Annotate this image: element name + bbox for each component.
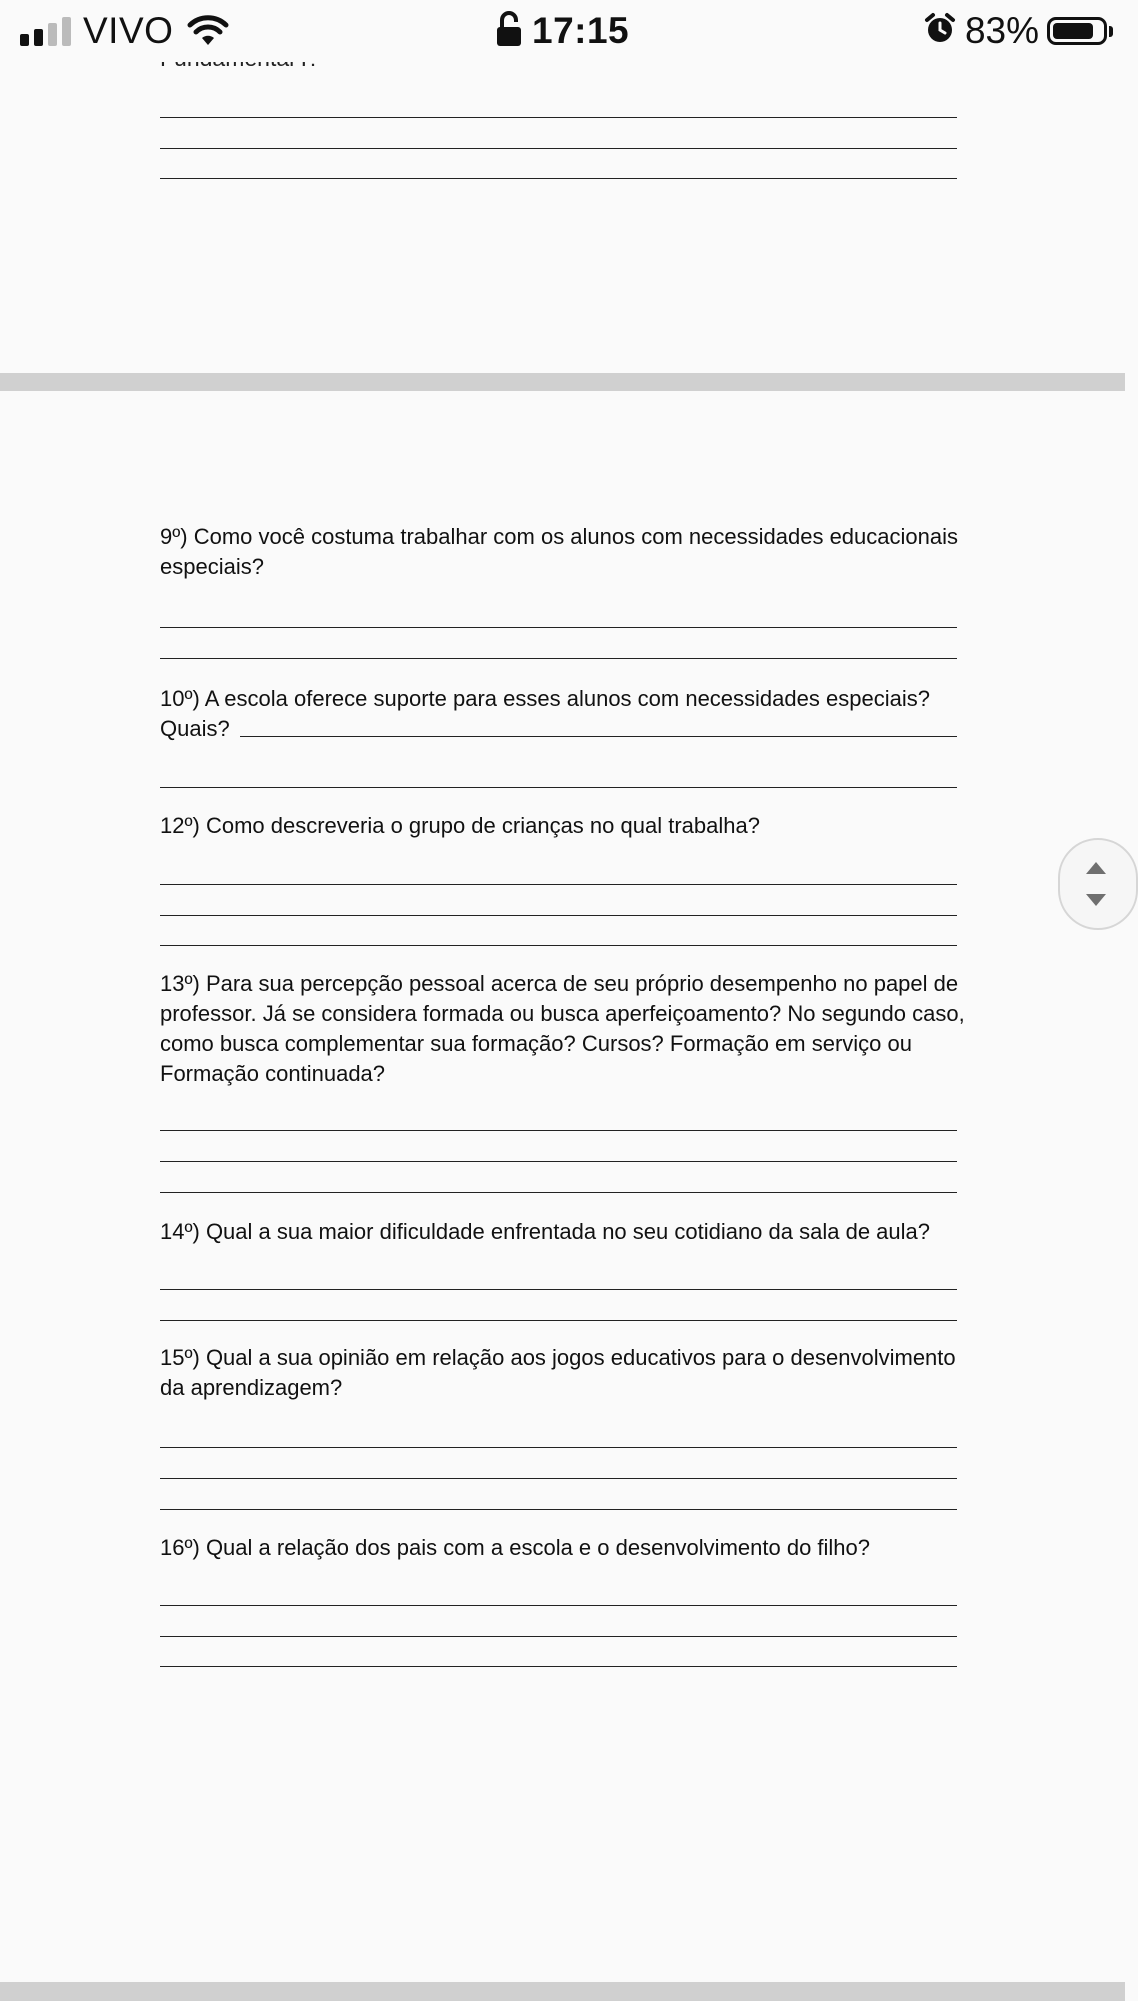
answer-line [160,1509,957,1510]
answer-line [160,1447,957,1448]
battery-percent: 83% [964,10,1039,51]
answer-line [160,787,957,788]
clock: 17:15 [532,10,630,51]
carrier-name: VIVO [83,10,174,51]
answer-line [160,945,957,946]
answer-line [160,884,957,885]
question-12: 12º) Como descreveria o grupo de crianças no qual trabalha? [160,813,760,838]
page-separator [0,373,1125,391]
answer-line [160,1478,957,1479]
page-separator [0,1982,1125,2001]
page-down-arrow-icon[interactable] [1084,892,1108,908]
answer-line [160,1320,957,1321]
answer-line [160,658,957,659]
question-16: 16º) Qual a relação dos pais com a escola e o desenvolvimento do filho? [160,1535,871,1560]
question-14: 14º) Qual a sua maior dificuldade enfrentada no seu cotidiano da sala de aula? [160,1219,930,1244]
page-nav-control[interactable] [1058,838,1138,930]
answer-line [160,178,957,179]
alarm-icon [925,13,955,50]
answer-line [160,117,957,118]
page-up-arrow-icon[interactable] [1084,860,1108,876]
document-page [0,391,1125,1982]
lock-icon [496,11,522,52]
answer-line [160,1605,957,1606]
question-13: 13º) Para sua percepção pessoal acerca de seu próprio desempenho no papel de professor. Já se considera formada ou busca aperfeiçoamento? No segundo caso, como busca complementar sua formação? Cursos? Formação em serviço ou Formação continuada? [160,971,965,1086]
answer-line [160,148,957,149]
question-9: 9º) Como você costuma trabalhar com os alunos com necessidades educacionais especiais? [160,524,958,579]
signal-icon [20,16,71,46]
answer-line [160,627,957,628]
answer-line [160,1636,957,1637]
question-15: 15º) Qual a sua opinião em relação aos jogos educativos para o desenvolvimento da aprendizagem? [160,1345,956,1400]
answer-line-inline [240,736,957,737]
answer-line [160,1192,957,1193]
wifi-icon [187,15,229,47]
answer-line [160,1289,957,1290]
question-10: 10º) A escola oferece suporte para esses alunos com necessidades especiais? Quais? [160,686,930,741]
answer-line [160,1161,957,1162]
answer-line [160,1666,957,1667]
answer-line [160,915,957,916]
status-bar [0,0,1125,62]
battery-icon [1047,17,1107,45]
answer-line [160,1130,957,1131]
battery-nub [1109,26,1113,37]
